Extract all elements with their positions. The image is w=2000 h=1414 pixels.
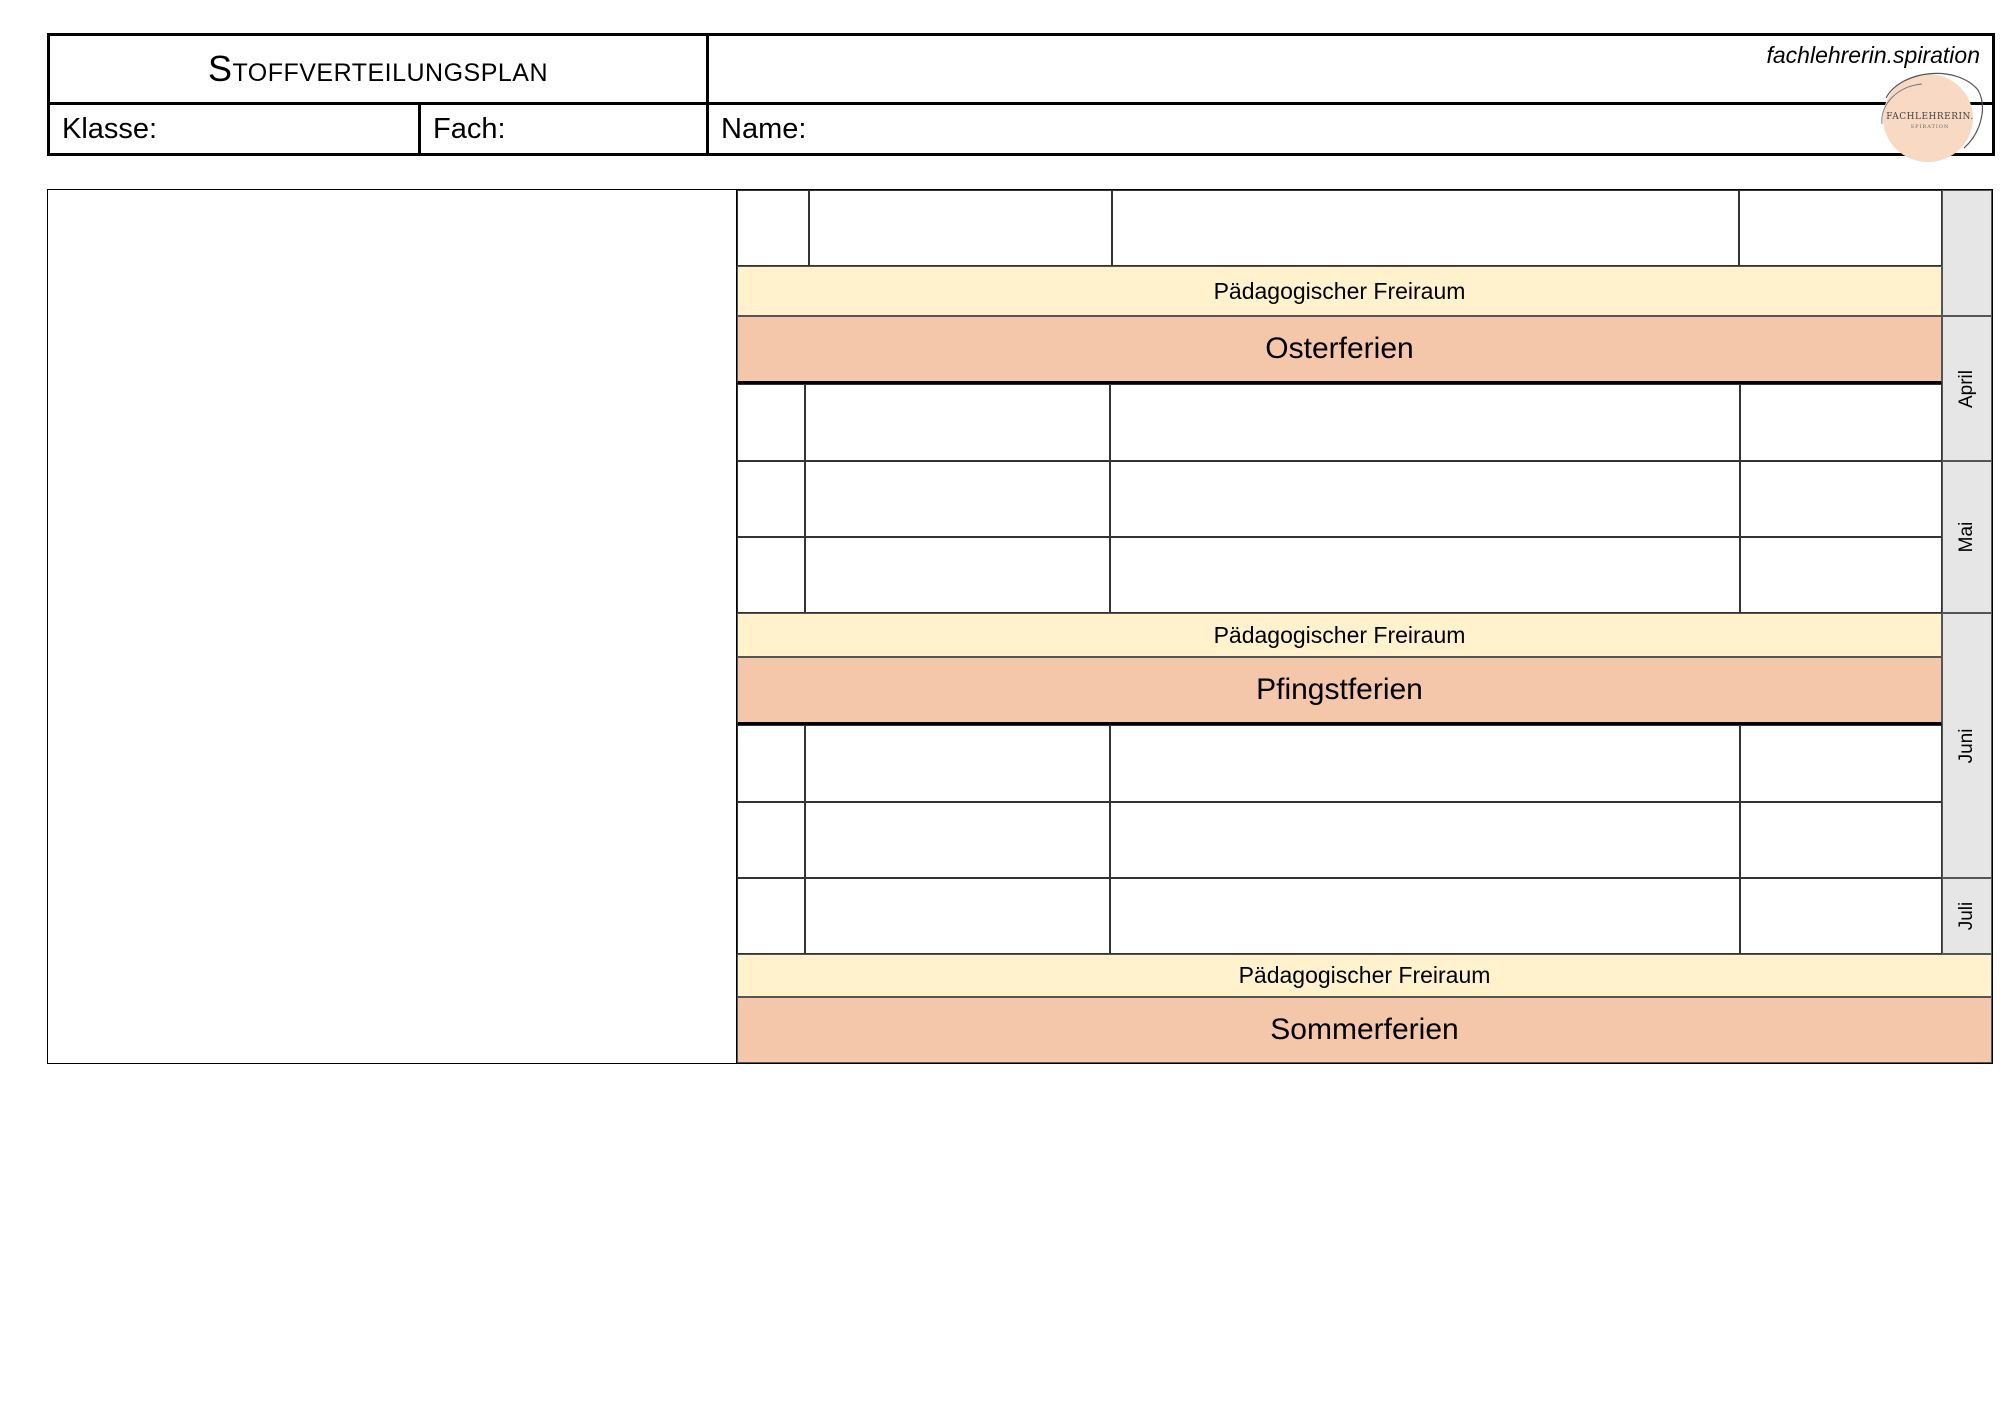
page-title: Stoffverteilungsplan xyxy=(207,48,549,89)
content-cell[interactable] xyxy=(1110,878,1740,954)
topic-cell[interactable] xyxy=(805,461,1110,537)
notes-cell[interactable] xyxy=(1740,384,1942,461)
week-cell[interactable] xyxy=(737,537,805,613)
klasse-label: Klasse: xyxy=(62,113,158,145)
topic-cell[interactable] xyxy=(805,725,1110,802)
month-cell-blank xyxy=(1942,190,1992,316)
content-cell[interactable] xyxy=(1112,190,1739,266)
logo-text-bottom: SPIRATION xyxy=(1910,124,1950,130)
week-cell[interactable] xyxy=(737,725,805,802)
content-cell[interactable] xyxy=(1110,725,1740,802)
fach-field[interactable] xyxy=(421,105,709,153)
notes-cell[interactable] xyxy=(1740,802,1942,878)
notes-cell[interactable] xyxy=(1740,725,1942,802)
notes-cell[interactable] xyxy=(1740,878,1942,954)
month-label-mai: Mai xyxy=(1956,521,1977,553)
month-cell-juli xyxy=(1942,878,1992,954)
plan-grid xyxy=(47,189,1993,1064)
month-label-april: April xyxy=(1956,369,1977,408)
month-cell-mai xyxy=(1942,461,1992,613)
notes-cell[interactable] xyxy=(1740,461,1942,537)
content-cell[interactable] xyxy=(1110,537,1740,613)
pfingstferien-band xyxy=(737,657,1942,725)
content-cell[interactable] xyxy=(1110,802,1740,878)
week-cell[interactable] xyxy=(737,878,805,954)
week-cell[interactable] xyxy=(737,384,805,461)
sommerferien-label: Sommerferien xyxy=(1270,1013,1459,1046)
month-label-juni: Juni xyxy=(1956,728,1977,763)
topic-cell[interactable] xyxy=(805,878,1110,954)
freiraum-label: Pädagogischer Freiraum xyxy=(1213,277,1466,304)
freiraum-band xyxy=(737,613,1942,657)
title-cell xyxy=(50,36,709,105)
freiraum-band xyxy=(737,266,1942,316)
klasse-field[interactable] xyxy=(50,105,421,153)
topic-cell[interactable] xyxy=(805,802,1110,878)
week-cell[interactable] xyxy=(737,190,809,266)
content-cell[interactable] xyxy=(1110,461,1740,537)
osterferien-label: Osterferien xyxy=(1265,332,1414,365)
month-cell-april xyxy=(1942,316,1992,461)
pfingstferien-label: Pfingstferien xyxy=(1256,673,1423,706)
topic-cell[interactable] xyxy=(805,537,1110,613)
osterferien-band xyxy=(737,316,1942,384)
name-label: Name: xyxy=(721,113,807,145)
month-cell-juni xyxy=(1942,613,1992,878)
freiraum-band xyxy=(737,954,1992,997)
brand-logo-icon xyxy=(1876,68,1984,168)
logo-text-top: FACHLEHRERIN. xyxy=(1886,112,1974,122)
week-cell[interactable] xyxy=(737,802,805,878)
header-table xyxy=(47,33,1995,156)
fach-label: Fach: xyxy=(433,113,506,145)
topic-cell[interactable] xyxy=(805,384,1110,461)
content-cell[interactable] xyxy=(1110,384,1740,461)
week-cell[interactable] xyxy=(737,461,805,537)
name-field[interactable] xyxy=(709,105,1992,153)
month-label-juli: Juli xyxy=(1956,901,1977,931)
notes-cell[interactable] xyxy=(1739,190,1942,266)
notes-cell[interactable] xyxy=(1740,537,1942,613)
sommerferien-band xyxy=(737,997,1992,1063)
topic-cell[interactable] xyxy=(809,190,1112,266)
freiraum-label: Pädagogischer Freiraum xyxy=(1238,962,1491,988)
freiraum-label: Pädagogischer Freiraum xyxy=(1213,621,1466,648)
brand-cell xyxy=(709,36,1992,105)
brand-text: fachlehrerin.spiration xyxy=(1766,42,1980,68)
notes-area[interactable] xyxy=(48,190,737,1063)
